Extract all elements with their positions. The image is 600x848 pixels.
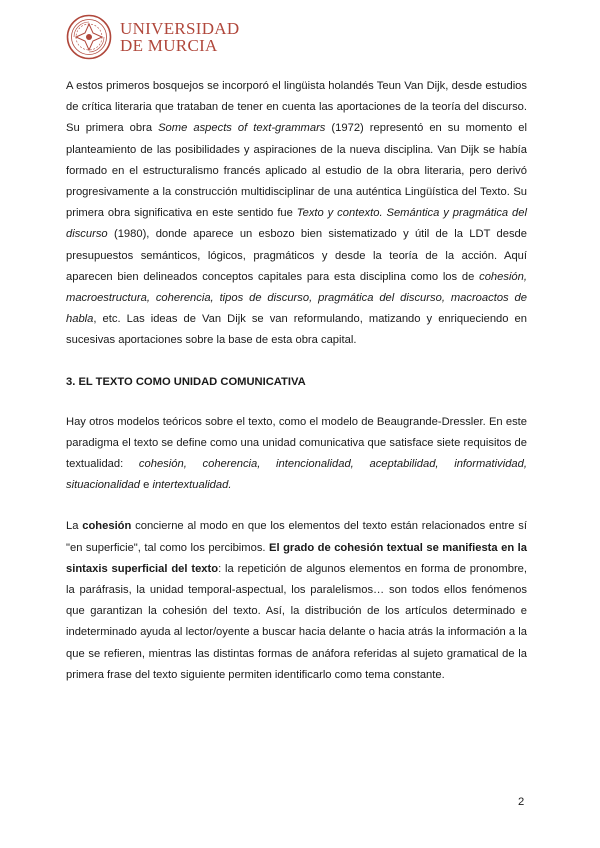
text-run: Hay otros modelos teóricos sobre el texto, como el modelo de Beaugrande-Dressler. En este paradigma el texto se define como una unidad comunicativa que satisface siete requisitos de textualidad:	[66, 415, 527, 471]
italic-requirement: intertextualidad.	[152, 479, 232, 492]
text-run: La	[66, 520, 83, 533]
university-seal-icon	[66, 14, 112, 60]
bold-statement: El grado de cohesión textual se manifiesta en la sintaxis superficial del texto	[66, 541, 527, 575]
document-body	[66, 76, 527, 686]
university-name-line1: UNIVERSIDAD	[120, 19, 240, 38]
italic-concepts: cohesión, macroestructura, coherencia, tipos de discurso, pragmática del discurso, macroactos de habla	[66, 270, 527, 326]
text-run: A estos primeros bosquejos se incorporó el lingüista holandés Teun Van Dijk, desde estudios de crítica literaria que trataban de tener en cuenta las aportaciones de la teoría del discurso. Su primera obra	[66, 80, 527, 135]
paragraph-cohesion	[66, 516, 527, 686]
section-heading: 3. EL TEXTO COMO UNIDAD COMUNICATIVA	[66, 375, 306, 388]
italic-requirements: cohesión, coherencia, intencionalidad, aceptabilidad, informatividad, situacionalidad	[66, 458, 527, 492]
bold-term: cohesión	[82, 520, 132, 533]
paragraph-beaugrande	[66, 412, 527, 497]
university-name-line2: DE MURCIA	[120, 36, 218, 55]
page-header	[66, 14, 239, 60]
text-run: e	[140, 479, 153, 492]
italic-title: Some aspects of text-grammars	[158, 122, 326, 135]
university-name	[120, 20, 239, 54]
text-run: : la repetición de algunos elementos en forma de pronombre, la paráfrasis, la unidad temporal-aspectual, los paralelismos… son todos ellos fenómenos que garantizan la cohesión del texto. Así, la distribución de los artículos determinado e indeterminado ayuda al lector/oyente a buscar hacia delante o hacia atrás la información a la que se refieren, mientras las distintas formas de anáfora referidas al sujeto gramatical de la primera frase del texto siguiente permiten identificarlo como tema constante.	[66, 562, 528, 681]
italic-title: Texto y contexto. Semántica y pragmática del discurso	[66, 207, 527, 241]
text-run: (1972) representó en su momento el planteamiento de las posibilidades y aspiraciones de la nueva disciplina. Van Dijk se había formado en el estructuralismo francés aplicado al estudio de la obra literaria, pero derivó progresivamente a la construcción multidisciplinar de una auténtica Lingüística del Texto. Su primera obra significativa en este sentido fue	[66, 122, 528, 220]
text-run: concierne al modo en que los elementos del texto están relacionados entre sí "en superficie", tal como los percibimos.	[66, 520, 527, 554]
text-run: , etc. Las ideas de Van Dijk se van reformulando, matizando y enriqueciendo en sucesivas aportaciones sobre la base de esta obra capital.	[66, 313, 527, 347]
page-number: 2	[518, 796, 525, 808]
paragraph-van-dijk	[66, 76, 527, 352]
text-run: (1980), donde aparece un esbozo bien sistematizado y útil de la LDT desde presupuestos semánticos, lógicos, pragmáticos y desde la teoría de la acción. Aquí aparecen bien delineados conceptos capitales para esta disciplina como los de	[66, 228, 527, 283]
